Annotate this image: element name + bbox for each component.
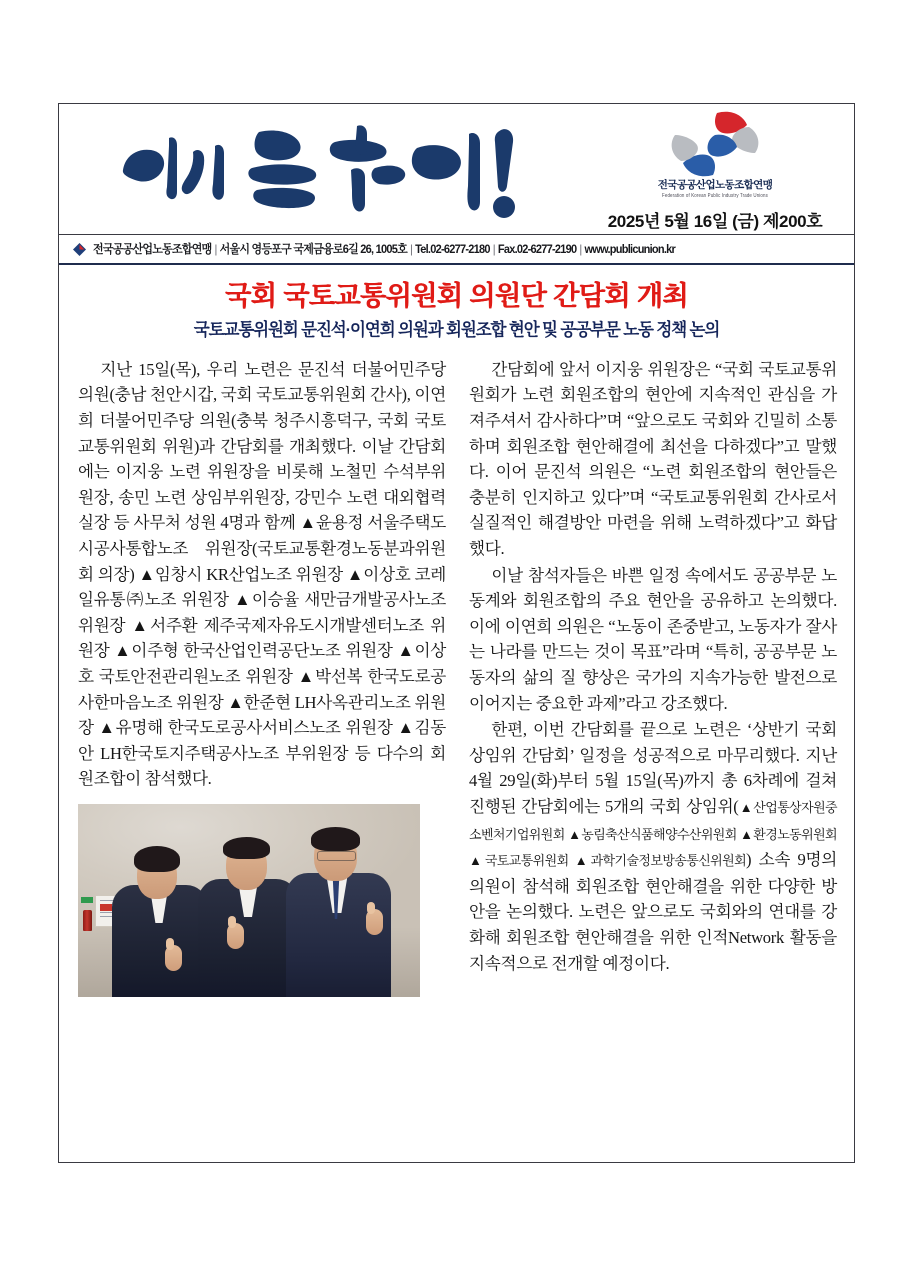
contact-info-text: [93, 241, 675, 258]
person-hair: [223, 837, 270, 859]
article-body: [59, 345, 854, 997]
person-hair: [134, 846, 180, 872]
logo-org-name-ko: 전국공공산업노동조합연맹: [657, 179, 773, 191]
contact-sep-1: |: [214, 243, 217, 257]
right-paragraph-3-part-b: ) 소속 9명의 의원이 참석해 회원조합 현안해결을 위한 다양한 방안을 논의했다. 노련은 앞으로도 국회와의 연대를 강화해 회원조합 현안해결을 위한 인적Network 활동을 지속적으로 전개할 예정이다.: [469, 850, 837, 973]
exit-sign: [81, 897, 93, 903]
contact-strip: [59, 235, 854, 265]
contact-org: 전국공공산업노동조합연맹: [93, 243, 212, 257]
federation-logo-block: [600, 109, 830, 232]
photo-person-center: [198, 839, 298, 997]
contact-fax: Fax.02-6277-2190: [497, 243, 577, 257]
left-paragraph-1: 지난 15일(목), 우리 노련은 문진석 더불어민주당 의원(충남 천안시갑, 국회 국토교통위원회 간사), 이연희 더불어민주당 의원(충북 청주시흥덕구, 국회 국토교통위원회 위원)과 간담회를 개최했다. 이날 간담회에는 이지웅 노련 위원장을 비롯해 노철민 수석부위원장, 송민 노련 상임부위원장, 강민수 노련 대외협력실장 등 사무처 성원 4명과 함께 ▲윤용정 서울주택도시공사통합노조 위원장(국토교통환경노동분과위원회 의장) ▲임창시 KR산업노조 위원장 ▲이상호 코레일유통㈜노조 위원장 ▲이승율 새만금개발공사노조 위원장 ▲서주환 제주국제자유도시개발센터노조 위원장 ▲이주형 한국산업인력공단노조 위원장 ▲이상호 국토안전관리원노조 위원장 ▲박선복 한국도로공사한마음노조 위원장 ▲한준현 LH사옥관리노조 위원장 ▲유명해 한국도로공사서비스노조 위원장 ▲김동안 LH한국토지주택공사노조 부위원장 등 다수의 회원조합이 참석했다.: [78, 359, 446, 789]
right-paragraph-3: [469, 717, 837, 976]
photo-person-left: [112, 845, 208, 997]
right-paragraph-3-part-a: 한편, 이번 간담회를 끝으로 노련은 ‘상반기 국회 상임위 간담회’ 일정을 성공적으로 마무리했다. 지난 4월 29일(화)부터 5월 15일(목)까지 총 6차례에 걸쳐 진행된 간담회에는 5개의 국회 상임위(: [469, 720, 837, 816]
right-paragraph-1: 간담회에 앞서 이지웅 위원장은 “국회 국토교통위원회가 노련 회원조합의 현안에 지속적인 관심을 가져주셔서 감사하다”며 “앞으로도 국회와 긴밀히 소통하며 회원조합 현안해결에 최선을 다하겠다”고 말했다. 이어 문진석 의원은 “노련 회원조합의 현안들은 충분히 인지하고 있다”며 “국토교통위원회 간사로서 실질적인 해결방안 마련을 위해 노력하겠다”고 화답했다.: [469, 359, 837, 558]
contact-website[interactable]: www.publicunion.kr: [584, 243, 676, 257]
contact-sep-2: |: [410, 243, 413, 257]
right-column: [469, 357, 837, 997]
contact-address: 서울시 영등포구 국제금융로6길 26, 1005호: [219, 243, 407, 257]
committee-list-inline: ▲산업통상자원중소벤처기업위원회 ▲농림축산식품해양수산위원회 ▲환경노동위원회 ▲국토교통위원회 ▲과학기술정보방송통신위원회: [469, 799, 837, 869]
headline-zone: [59, 265, 854, 345]
issue-date-line: 2025년 5월 16일 (금) 제200호: [607, 211, 823, 231]
left-column: [78, 357, 446, 997]
logo-org-name-en: Federation of Korean Public Industry Trade Unions: [662, 192, 768, 198]
right-paragraph-2: 이날 참석자들은 바쁜 일정 속에서도 공공부문 노동계와 회원조합의 주요 현안을 공유하고 논의했다. 이에 이연희 의원은 “노동이 존중받고, 노동자가 잘사는 나라를 만드는 것이 목표”라며 “특히, 공공부문 노동자의 삶의 질 향상은 국가의 지속가능한 발전으로 이어지는 중요한 과제”라고 강조했다.: [469, 565, 837, 713]
article-headline: 국회 국토교통위원회 의원단 간담회 개최: [225, 281, 688, 311]
person-glasses: [317, 851, 356, 861]
article-photo: [78, 804, 420, 997]
pinwheel-logo-icon: [669, 109, 761, 179]
contact-sep-4: |: [579, 243, 582, 257]
photo-person-right: [286, 831, 391, 997]
article-subheadline: 국토교통위원회 문진석·이연희 의원과 회원조합 현안 및 공공부문 노동 정책 논의: [193, 320, 720, 340]
newsletter-page: [58, 103, 855, 1163]
contact-tel: Tel.02-6277-2180: [415, 243, 490, 257]
thumbs-up-hand: [227, 923, 244, 949]
thumbs-up-hand: [165, 945, 182, 971]
masthead: [59, 104, 854, 235]
fire-extinguisher: [83, 910, 92, 931]
wall-notice-red-label: [100, 904, 112, 911]
thumbs-up-hand: [366, 909, 383, 935]
photo-background: [78, 804, 420, 997]
diamond-bullet-icon: [73, 243, 86, 256]
brush-calligraphy-title: [107, 112, 537, 224]
contact-sep-3: |: [492, 243, 495, 257]
person-hair: [311, 827, 360, 851]
